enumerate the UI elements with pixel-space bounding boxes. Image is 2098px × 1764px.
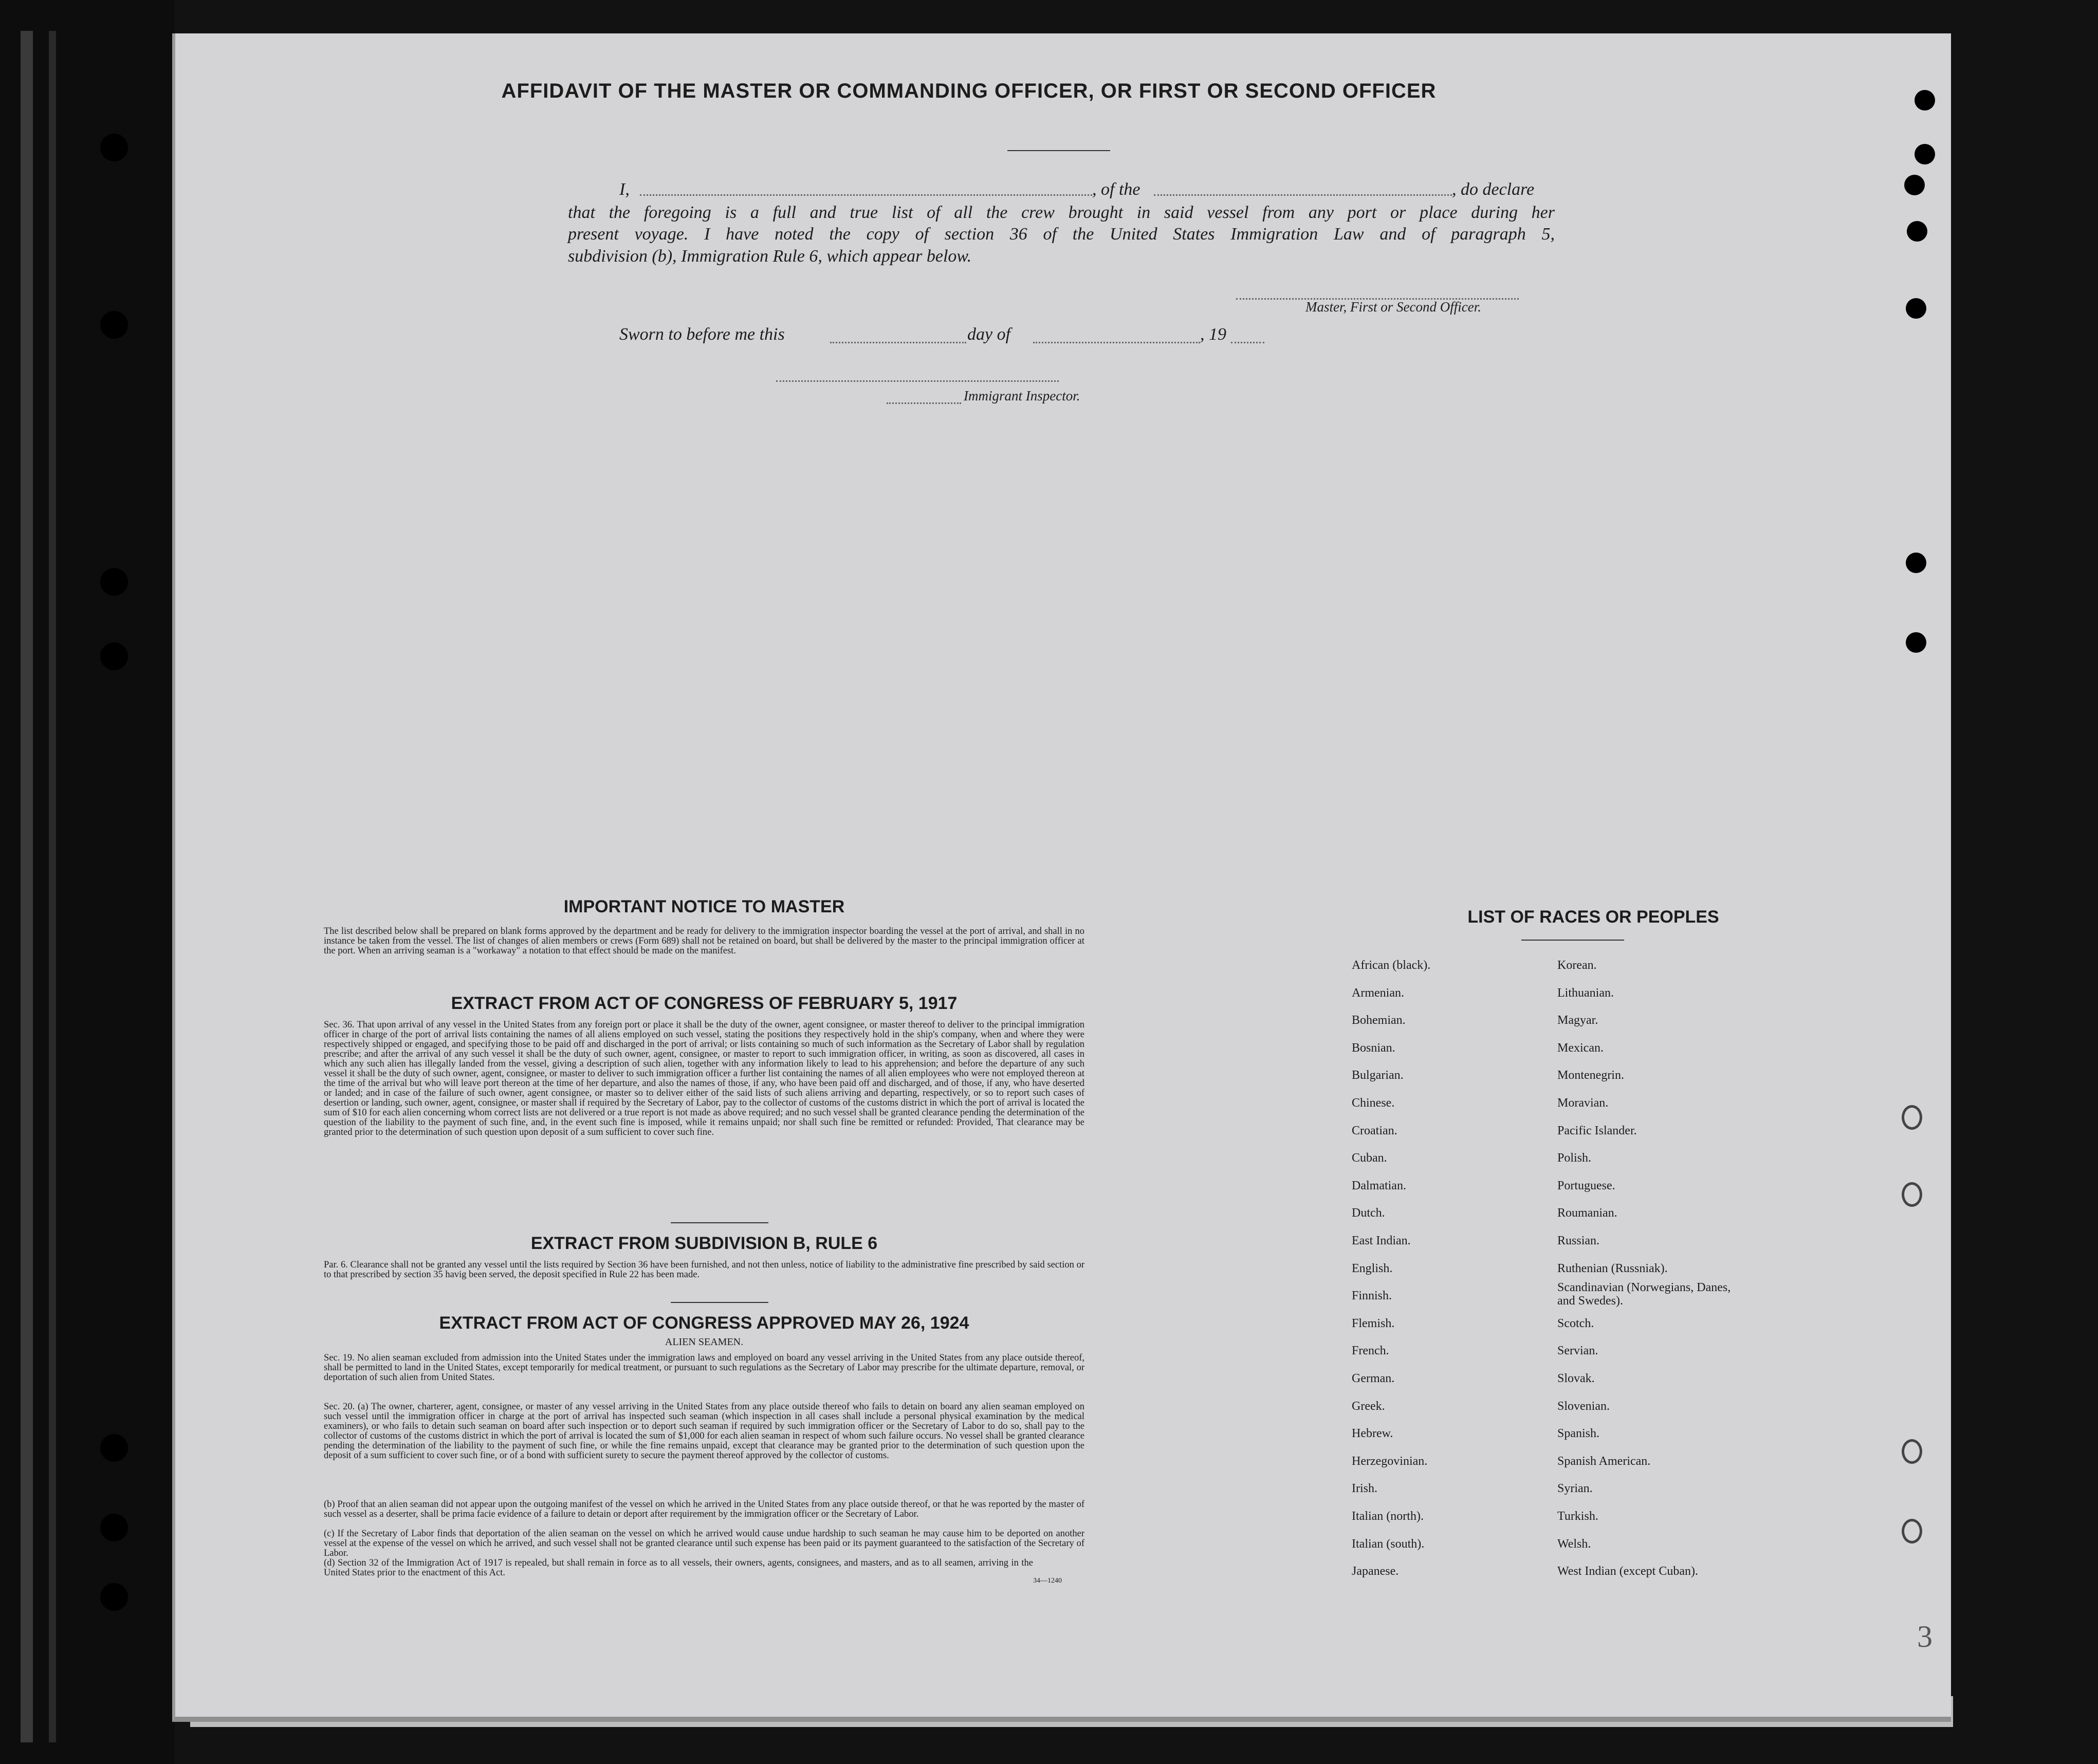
race-item: Spanish American. [1557,1454,1651,1468]
race-item: French. [1352,1344,1389,1358]
act1924-sec20b: (b) Proof that an alien seaman did not appear upon the outgoing manifest of the vessel on which he arrived in the United States from any place outside thereof, or that he was reported by the master of such vessel as a deserter, shall be prima facie evidence of a failure to detain or deport after requirement by the immigration officer or the Secretary of Labor. [324,1499,1084,1519]
race-item: Ruthenian (Russniak). [1557,1261,1668,1275]
race-item: English. [1352,1261,1393,1275]
race-item: Irish. [1352,1482,1377,1496]
race-item: Herzegovinian. [1352,1454,1428,1468]
inspector-label: Immigrant Inspector. [964,388,1080,403]
punch-ring [1902,1519,1922,1544]
race-item: Pacific Islander. [1557,1124,1637,1137]
act1924-sec20c: (c) If the Secretary of Labor finds that deportation of the alien seaman on the vessel on which he arrived would cause undue hardship to such seaman he may cause him to be deported on another vessel at the expense of the vessel on which he arrived, and such vessel shall not be granted clearance until such expense has been paid or its payment guaranteed to the satisfaction of the Secretary of Labor. [324,1529,1084,1558]
act1917-title: EXTRACT FROM ACT OF CONGRESS OF FEBRUARY 5, 1917 [451,994,958,1013]
document-page [172,33,1951,1722]
sworn-day-of: day of [967,325,1011,344]
section-rule [671,1302,768,1303]
affidavit-of-the: , of the [1092,180,1140,199]
race-item: Bohemian. [1352,1014,1406,1027]
punch-hole [1907,221,1927,242]
race-item: Scandinavian (Norwegians, Danes, and Swedes). [1557,1281,1731,1308]
act1924-sec19: Sec. 19. No alien seaman excluded from admission into the United States under the immigration laws and employed on board any vessel arriving in the United States from any place outside thereof, shall be permitted to land in the United States, except temporarily for medical treatment, or pursuant to such regulations as the Secretary of Labor may prescribe for the ultimate departure, removal, or deportation of such alien from United States. [324,1353,1084,1383]
race-item: German. [1352,1372,1395,1385]
race-item: East Indian. [1352,1234,1411,1247]
vessel-blank[interactable] [1154,194,1452,196]
binder-hole [100,134,128,161]
race-item: Italian (south). [1352,1537,1425,1551]
race-item: Chinese. [1352,1096,1395,1110]
affidavit-declare: , do declare [1452,180,1535,199]
race-item: Croatian. [1352,1124,1397,1137]
race-item: Montenegrin. [1557,1069,1624,1082]
sworn-year-blank[interactable] [1231,342,1264,343]
binder-hole [100,1514,128,1541]
binder-hole [100,1434,128,1462]
affidavit-line3: present voyage. I have noted the copy of section 36 of the United States Immigration Law and of paragraph 5, [568,225,1555,244]
punch-ring [1902,1439,1922,1464]
title-rule [1007,150,1110,151]
race-item: Magyar. [1557,1014,1598,1027]
race-item: Polish. [1557,1151,1592,1165]
race-item: Greek. [1352,1399,1385,1413]
punch-hole [1906,553,1926,573]
sworn-day-blank[interactable] [830,342,966,343]
race-item: Turkish. [1557,1510,1598,1523]
punch-hole [1915,144,1935,164]
race-item: Finnish. [1352,1289,1392,1303]
race-item: Russian. [1557,1234,1600,1247]
master-label: Master, First or Second Officer. [1305,299,1481,315]
binder-edge-inner [49,31,56,1742]
race-item: Dutch. [1352,1206,1385,1220]
binder-hole [100,1583,128,1611]
affidavit-title: AFFIDAVIT OF THE MASTER OR COMMANDING OFFICER, OR FIRST OR SECOND OFFICER [501,80,1437,102]
race-item: Slovak. [1557,1372,1595,1385]
page-number-mark: 3 [1917,1620,1933,1653]
race-item: Slovenian. [1557,1399,1610,1413]
race-item: Moravian. [1557,1096,1609,1110]
race-item: Servian. [1557,1344,1598,1358]
races-title: LIST OF RACES OR PEOPLES [1467,907,1719,927]
race-item: Flemish. [1352,1316,1395,1330]
race-item: Lithuanian. [1557,986,1614,1000]
punch-hole [1904,175,1925,195]
punch-hole [1915,90,1935,111]
race-item: Italian (north). [1352,1510,1424,1523]
affidavit-line4: subdivision (b), Immigration Rule 6, which appear below. [568,247,972,266]
punch-ring [1902,1105,1922,1130]
inspector-blank-lead [887,402,961,404]
notice-body: The list described below shall be prepared on blank forms approved by the department and be ready for delivery to the immigration inspector boarding the vessel at the port of arrival, and shall in no instance be taken from the vessel. The list of changes of alien members or crews (Form 689) shall not be retained on board, but shall be delivered by the master to the principal immigration officer at the port. When an arriving seaman is a "workaway" a notation to that effect should be made on the manifest. [324,926,1084,956]
race-item: Scotch. [1557,1316,1594,1330]
act1924-title: EXTRACT FROM ACT OF CONGRESS APPROVED MAY 26, 1924 [439,1313,969,1333]
race-item: Portuguese. [1557,1179,1615,1192]
punch-hole [1906,632,1926,653]
binder-hole [100,568,128,596]
rule6-title: EXTRACT FROM SUBDIVISION B, RULE 6 [530,1234,878,1253]
race-item: Spanish. [1557,1427,1600,1441]
race-item: Syrian. [1557,1482,1593,1496]
race-item: Roumanian. [1557,1206,1617,1220]
name-blank[interactable] [640,194,1092,196]
affidavit-line2: that the foregoing is a full and true list of all the crew brought in said vessel from any port or place during her [568,203,1555,222]
race-item: Korean. [1557,959,1597,972]
act1917-body: Sec. 36. That upon arrival of any vessel in the United States from any foreign port or place it shall be the duty of the owner, agent consignee, or master thereof to deliver to the principal immigration officer in charge of the port of arrival lists containing the names of all aliens employed on such vessel, stating the positions they respectively hold in the ship's company, when and where they were respectively shipped or engaged, and specifying those to be paid off and discharged in the port of arrival; or lists containing so much of such information as the Secretary of Labor shall by regulation prescribe; and after the arrival of any such vessel it shall be the duty of such owner, agent, consignee, or master to report to such immigration officer, in writing, as soon as discovered, all cases in which any such alien has illegally landed from the vessel, giving a description of such alien, together with any information likely to lead to his apprehension; and before the departure of any such vessel it shall be the duty of such owner, agent, consignee, or master to deliver to such immigration officer a further list containing the names of all alien employees who were not employed thereon at the time of the arrival but who will leave port thereon at the time of her departure, and also the names of those, if any, who have been paid off and discharged, and of those, if any, who have deserted or landed; and in case of the failure of such owner, agent consignee, or master so to deliver either of the said lists of such aliens arriving and departing, respectively, or so to report such cases of desertion or landing, such owner, agent, consignee, or master shall if required by the Secretary of Labor, pay to the collector of customs of the customs district in which the port of arrival is located the sum of $10 for each alien concerning whom correct lists are not delivered or a true report is not made as above required; and no such vessel shall be granted clearance pending the determination of the question of the liability to the payment of such fine, and, in the event such fine is imposed, while it remains unpaid; nor shall such fine be remitted or refunded: Provided, That clearance may be granted prior to the determination of such question upon deposit of a sum sufficient to cover such fine. [324,1020,1084,1137]
punch-hole [1906,298,1926,319]
form-number: 34—1240 [1033,1577,1062,1585]
races-rule [1521,940,1624,941]
race-item: Bulgarian. [1352,1069,1404,1082]
race-item: Mexican. [1557,1041,1604,1055]
binder-edge [21,31,33,1742]
inspector-signature-blank[interactable] [776,380,1059,382]
sworn-month-blank[interactable] [1033,342,1200,343]
race-item: Dalmatian. [1352,1179,1406,1192]
race-item: Bosnian. [1352,1041,1395,1055]
notice-title: IMPORTANT NOTICE TO MASTER [563,897,845,916]
binder-hole [100,642,128,670]
sworn-year: , 19 [1200,325,1226,344]
race-item: Welsh. [1557,1537,1591,1551]
act1924-sec20a: Sec. 20. (a) The owner, charterer, agent, consignee, or master of any vessel arriving in the United States from any place outside thereof who fails to detain on board any alien seaman employed on such vessel until the immigration officer in charge at the port of arrival has inspected such seaman (which inspection in all cases shall include a personal physical examination by the medical examiners), or who fails to detain such seaman on board after such inspection or to deport such seaman if required by such immigration officer or the Secretary of Labor to do so, shall pay to the collector of customs of the customs district in which the port of arrival is located the sum of $1,000 for each alien seaman in respect of whom such failure occurs. No vessel shall be granted clearance pending the determination of the liability to the payment of such fine, or while the fine remains unpaid, except that clearance may be granted prior to the determination of such question upon the deposit of a sum sufficient to cover such fine, or of a bond with sufficient surety to secure the payment thereof approved by the collector of customs. [324,1402,1084,1461]
race-item: Hebrew. [1352,1427,1393,1441]
race-item: West Indian (except Cuban). [1557,1565,1698,1578]
affidavit-i: I, [619,180,630,199]
punch-ring [1902,1182,1922,1207]
race-item: African (black). [1352,959,1431,972]
race-item: Armenian. [1352,986,1404,1000]
sworn-text: Sworn to before me this [619,325,785,344]
binder-hole [100,311,128,339]
section-rule [671,1222,768,1223]
race-item: Cuban. [1352,1151,1387,1165]
rule6-body: Par. 6. Clearance shall not be granted any vessel until the lists required by Section 36 have been furnished, and not then unless, notice of liability to the administrative fine prescribed by said section or to that prescribed by section 35 havig been served, the deposit specified in Rule 22 has been made. [324,1260,1084,1280]
act1924-subtitle: ALIEN SEAMEN. [665,1336,744,1348]
race-item: Japanese. [1352,1565,1399,1578]
act1924-sec20d: (d) Section 32 of the Immigration Act of 1917 is repealed, but shall remain in force as to all vessels, their owners, agents, consignees, and masters, and as to all seamen, arriving in the United States prior to the enactment of this Act. [324,1558,1033,1578]
